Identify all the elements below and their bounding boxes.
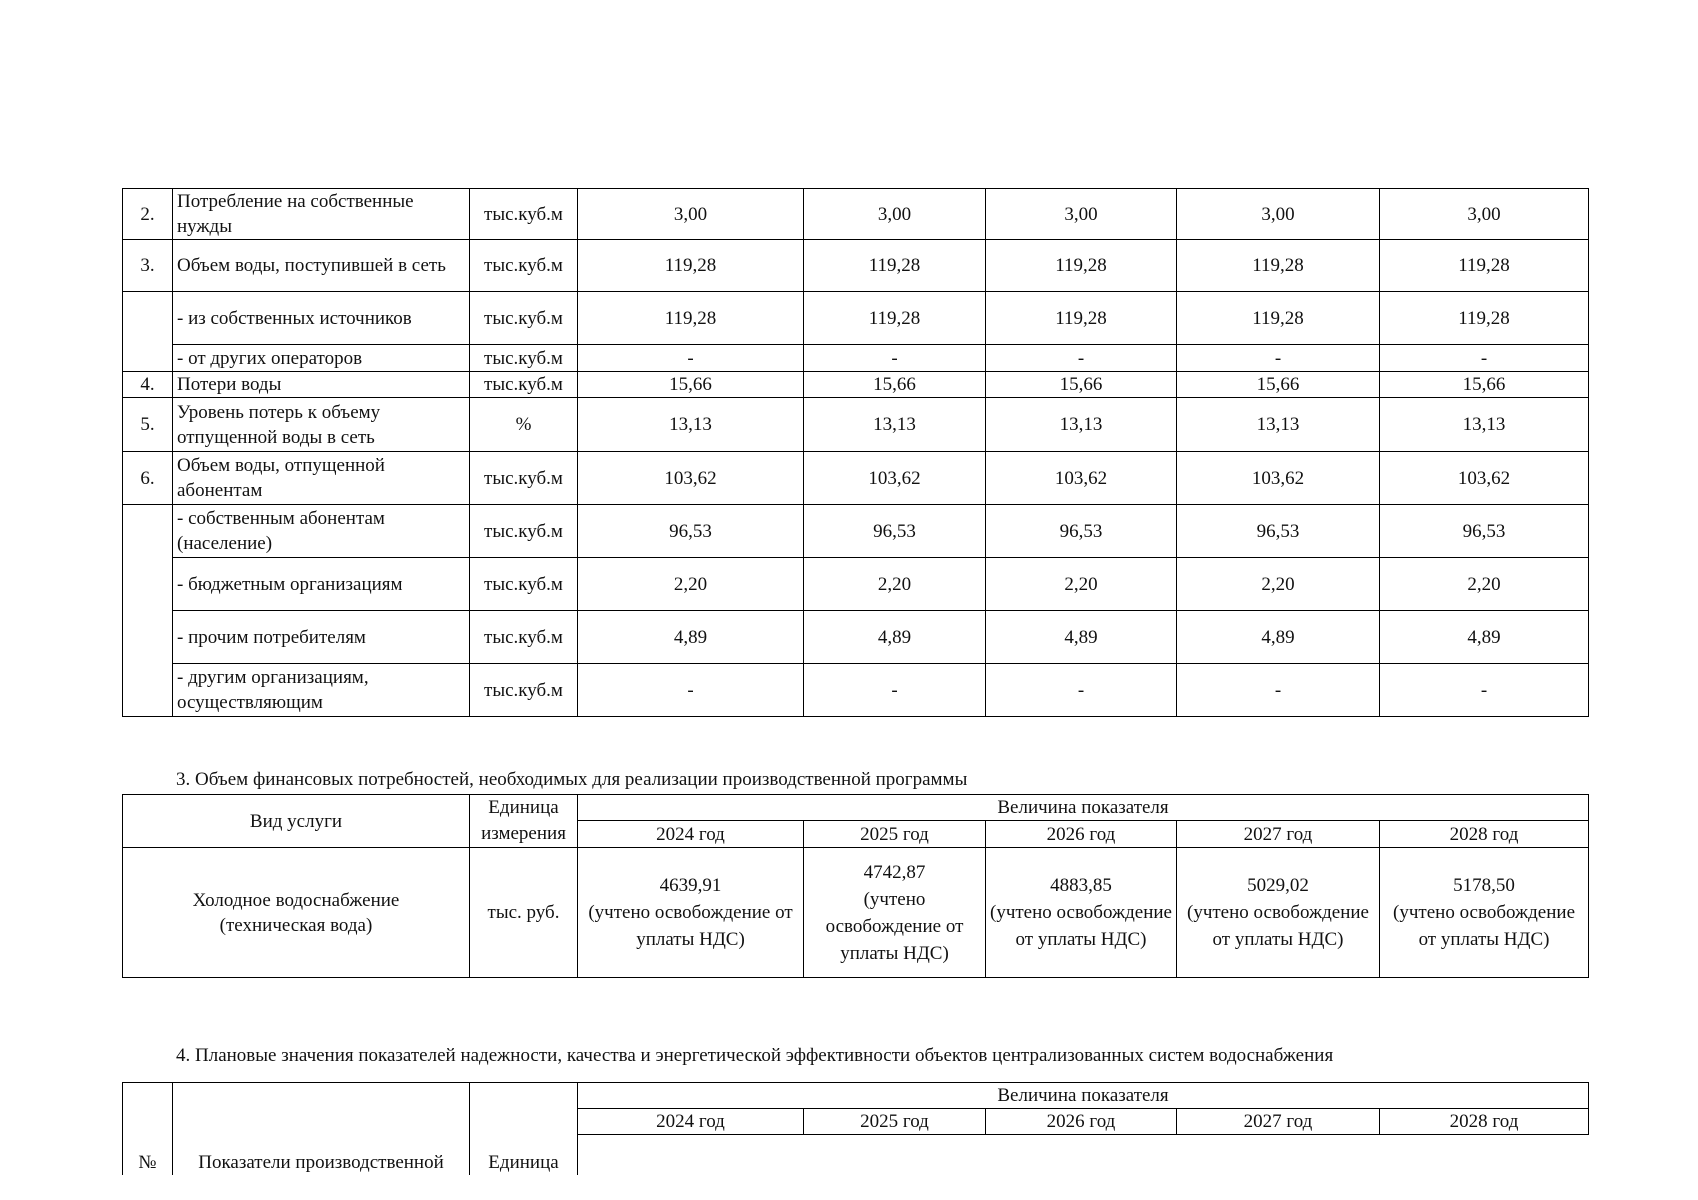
value-2028: 103,62 [1380, 452, 1589, 505]
header-year-2024: 2024 год [578, 821, 804, 848]
header-indicator-text: Показатели производственной [198, 1151, 444, 1173]
section-3-title: 3. Объем финансовых потребностей, необходимых для реализации производственной программы [176, 769, 968, 790]
amount-value: 4639,91 [659, 875, 722, 896]
table-row [123, 372, 1589, 398]
value-2028: 96,53 [1380, 505, 1589, 558]
reliability-table [122, 1082, 1589, 1175]
water-volume-table-body [123, 189, 1589, 717]
row-number: 3. [123, 240, 173, 292]
row-number: 5. [123, 398, 173, 452]
row-label: Объем воды, поступившей в сеть [173, 240, 470, 292]
value-2027: - [1177, 664, 1380, 717]
header-year-2027: 2027 год [1177, 821, 1380, 848]
header-year-2028: 2028 год [1380, 1109, 1589, 1135]
value-2026: 119,28 [986, 292, 1177, 345]
value-2028: 2,20 [1380, 558, 1589, 611]
row-unit: % [470, 398, 578, 452]
row-number: 4. [123, 372, 173, 398]
value-2026: 15,66 [986, 372, 1177, 398]
value-2024: - [578, 345, 804, 372]
table-row [123, 558, 1589, 611]
value-2025: 119,28 [804, 240, 986, 292]
value-2027: - [1177, 345, 1380, 372]
value-2027: 119,28 [1177, 292, 1380, 345]
header-indicator [173, 1083, 470, 1175]
service-name [123, 848, 470, 978]
value-2028: 13,13 [1380, 398, 1589, 452]
financial-needs-table [122, 794, 1589, 978]
amount-note: (учтено освобождение от уплаты НДС) [1393, 902, 1576, 950]
amount-2027 [1177, 848, 1380, 978]
spacer-cell [578, 1135, 1589, 1175]
header-row [123, 795, 1589, 821]
amount-note: (учтено освобождение от уплаты НДС) [825, 888, 964, 964]
value-2025: - [804, 664, 986, 717]
water-volume-table [122, 188, 1589, 717]
header-unit-top: Единица [470, 795, 578, 821]
row-unit: тыс.куб.м [470, 292, 578, 345]
amount-2024 [578, 848, 804, 978]
value-2028: 119,28 [1380, 292, 1589, 345]
value-2024: 13,13 [578, 398, 804, 452]
value-2026: 3,00 [986, 189, 1177, 240]
amount-note: (учтено освобождение от уплаты НДС) [990, 902, 1172, 950]
row-label: - прочим потребителям [173, 611, 470, 664]
value-2026: 2,20 [986, 558, 1177, 611]
amount-value: 4883,85 [1050, 875, 1112, 896]
value-2027: 119,28 [1177, 240, 1380, 292]
row-label: Потребление на собственные нужды [173, 189, 470, 240]
table-row [123, 398, 1589, 452]
value-2026: - [986, 345, 1177, 372]
value-2024: 119,28 [578, 292, 804, 345]
table-row [123, 611, 1589, 664]
value-2027: 103,62 [1177, 452, 1380, 505]
value-2028: 119,28 [1380, 240, 1589, 292]
value-2028: - [1380, 664, 1589, 717]
row-label: Потери воды [173, 372, 470, 398]
row-number [123, 505, 173, 717]
value-2025: - [804, 345, 986, 372]
row-label: - бюджетным организациям [173, 558, 470, 611]
value-2027: 3,00 [1177, 189, 1380, 240]
value-2028: 15,66 [1380, 372, 1589, 398]
row-unit: тыс.куб.м [470, 345, 578, 372]
header-value: Величина показателя [578, 795, 1589, 821]
row-label: Объем воды, отпущенной абонентам [173, 452, 470, 505]
service-unit: тыс. руб. [470, 848, 578, 978]
value-2027: 13,13 [1177, 398, 1380, 452]
amount-value: 5178,50 [1453, 875, 1515, 896]
header-unit-text: Единица [488, 1151, 559, 1173]
row-label: - собственным абонентам (население) [173, 505, 470, 558]
table-row [123, 505, 1589, 558]
header-row [123, 1083, 1589, 1109]
value-2025: 13,13 [804, 398, 986, 452]
amount-value: 5029,02 [1247, 875, 1309, 896]
value-2026: - [986, 664, 1177, 717]
row-unit: тыс.куб.м [470, 189, 578, 240]
value-2026: 96,53 [986, 505, 1177, 558]
header-unit [470, 1083, 578, 1175]
table-row [123, 240, 1589, 292]
value-2026: 4,89 [986, 611, 1177, 664]
value-2025: 15,66 [804, 372, 986, 398]
header-value: Величина показателя [578, 1083, 1589, 1109]
row-number: 2. [123, 189, 173, 240]
value-2024: 2,20 [578, 558, 804, 611]
value-2028: 3,00 [1380, 189, 1589, 240]
value-2027: 96,53 [1177, 505, 1380, 558]
section-4-title: 4. Плановые значения показателей надежности, качества и энергетической эффективности объектов централизованных систем водоснабжения [176, 1045, 1334, 1066]
header-year-2025: 2025 год [804, 1109, 986, 1135]
value-2026: 13,13 [986, 398, 1177, 452]
row-unit: тыс.куб.м [470, 611, 578, 664]
amount-2028 [1380, 848, 1589, 978]
value-2026: 103,62 [986, 452, 1177, 505]
header-year-2026: 2026 год [986, 821, 1177, 848]
value-2025: 3,00 [804, 189, 986, 240]
value-2025: 119,28 [804, 292, 986, 345]
value-2025: 103,62 [804, 452, 986, 505]
header-year-2024: 2024 год [578, 1109, 804, 1135]
table-row [123, 345, 1589, 372]
row-label: - из собственных источников [173, 292, 470, 345]
table-row [123, 292, 1589, 345]
row-label: - другим организациям, осуществляющим [173, 664, 470, 717]
header-year-2027: 2027 год [1177, 1109, 1380, 1135]
header-year-2025: 2025 год [804, 821, 986, 848]
header-year-2028: 2028 год [1380, 821, 1589, 848]
amount-value: 4742,87 [863, 861, 926, 883]
header-num-text: № [138, 1151, 157, 1173]
row-unit: тыс.куб.м [470, 452, 578, 505]
header-num [123, 1083, 173, 1175]
row-unit: тыс.куб.м [470, 664, 578, 717]
value-2025: 4,89 [804, 611, 986, 664]
row-number: 6. [123, 452, 173, 505]
amount-2025 [804, 848, 986, 978]
value-2024: 4,89 [578, 611, 804, 664]
value-2026: 119,28 [986, 240, 1177, 292]
value-2024: 96,53 [578, 505, 804, 558]
value-2025: 96,53 [804, 505, 986, 558]
value-2028: 4,89 [1380, 611, 1589, 664]
value-2024: 3,00 [578, 189, 804, 240]
value-2027: 2,20 [1177, 558, 1380, 611]
row-unit: тыс.куб.м [470, 558, 578, 611]
table-row [123, 452, 1589, 505]
amount-note: (учтено освобождение от уплаты НДС) [1187, 902, 1369, 950]
header-service: Вид услуги [123, 795, 470, 848]
table-row [123, 664, 1589, 717]
row-number [123, 292, 173, 372]
table-row [123, 189, 1589, 240]
value-2027: 4,89 [1177, 611, 1380, 664]
value-2028: - [1380, 345, 1589, 372]
header-year-2026: 2026 год [986, 1109, 1177, 1135]
row-label: - от других операторов [173, 345, 470, 372]
value-2024: 119,28 [578, 240, 804, 292]
row-label: Уровень потерь к объему отпущенной воды в сеть [173, 398, 470, 452]
row-unit: тыс.куб.м [470, 372, 578, 398]
reliability-table-clip [120, 1080, 1600, 1173]
amount-2026 [986, 848, 1177, 978]
row-unit: тыс.куб.м [470, 240, 578, 292]
row-unit: тыс.куб.м [470, 505, 578, 558]
service-name-text: Холодное водоснабжение (техническая вода) [192, 889, 400, 936]
value-2027: 15,66 [1177, 372, 1380, 398]
value-2025: 2,20 [804, 558, 986, 611]
amount-note: (учтено освобождение от уплаты НДС) [588, 902, 793, 950]
value-2024: 15,66 [578, 372, 804, 398]
header-unit-bottom: измерения [470, 821, 578, 848]
table-row [123, 848, 1589, 978]
value-2024: - [578, 664, 804, 717]
value-2024: 103,62 [578, 452, 804, 505]
